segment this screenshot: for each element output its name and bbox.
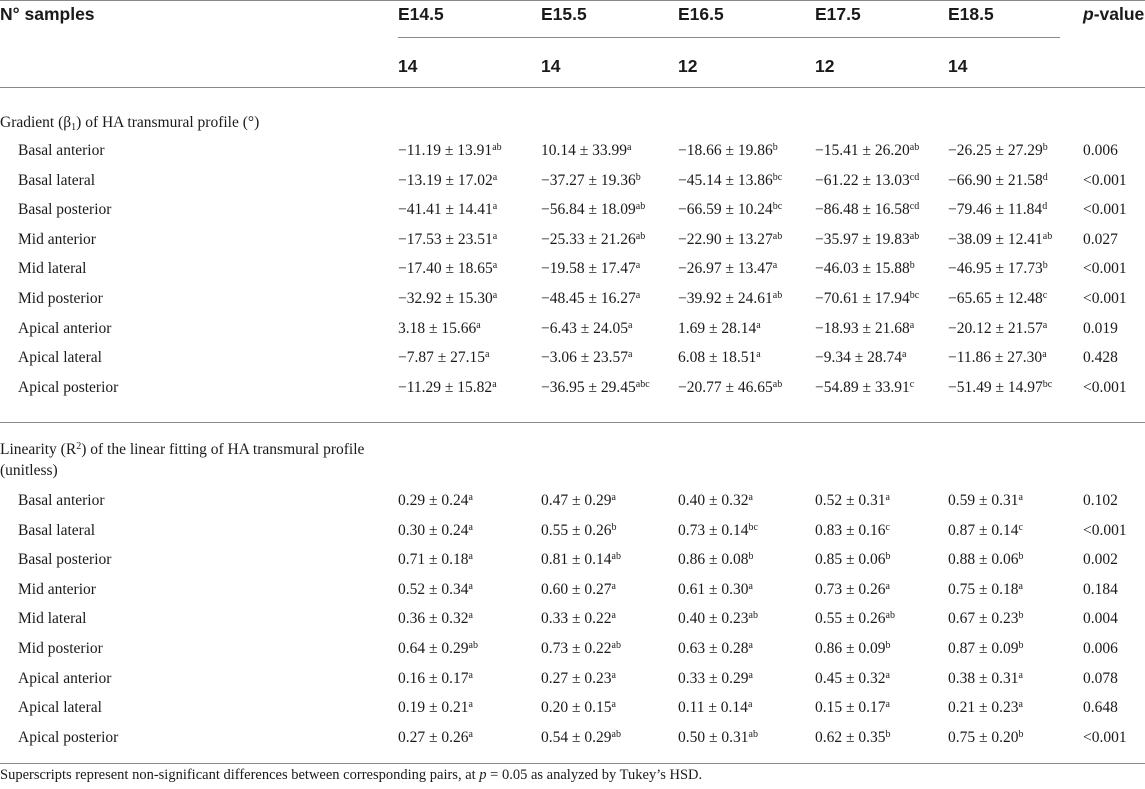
stage-header: E14.5	[398, 4, 444, 24]
value-cell: 0.63 ± 0.28$^a$	[678, 640, 753, 657]
section-title: Linearity $(R^2)$ of the linear fitting of HA transmural profile (unitless)	[0, 441, 365, 479]
value-cell: −41.41 ± 14.41$^a$	[398, 201, 498, 219]
samples-header: N° samples	[0, 4, 95, 24]
value-cell: −65.65 ± 12.48$^c$	[948, 290, 1048, 307]
stage-header: E15.5	[541, 4, 587, 24]
value-cell: 0.71 ± 0.18$^a$	[398, 551, 473, 569]
value-cell: −18.66 ± 19.86$^b$	[678, 142, 778, 159]
value-cell: 0.16 ± 0.17$^a$	[398, 669, 473, 687]
value-cell: −17.53 ± 23.51$^a$	[398, 230, 498, 248]
row-label: Apical lateral	[18, 349, 102, 367]
value-cell: −51.49 ± 14.97$^{bc}$	[948, 378, 1053, 396]
value-cell: 0.30 ± 0.24$^a$	[398, 521, 473, 539]
pvalue-cell: <0.001	[1083, 378, 1127, 396]
stage-header: E18.5	[948, 4, 994, 24]
value-cell: −61.22 ± 13.03$^{cd}$	[815, 171, 920, 189]
pvalue-cell: 0.027	[1083, 230, 1118, 248]
value-cell: −66.90 ± 21.58$^d$	[948, 171, 1048, 189]
value-cell: −13.19 ± 17.02$^a$	[398, 171, 498, 189]
row-label: Apical lateral	[18, 699, 102, 717]
value-cell: 0.60 ± 0.27$^a$	[541, 580, 616, 598]
value-cell: 0.20 ± 0.15$^a$	[541, 699, 616, 717]
value-cell: 0.33 ± 0.29$^a$	[678, 669, 753, 687]
value-cell: 0.11 ± 0.14$^a$	[678, 699, 753, 717]
value-cell: −86.48 ± 16.58$^{cd}$	[815, 201, 920, 219]
footnote: Superscripts represent non-significant differences between corresponding pairs, at p = 0.05 as analyzed by Tukey’s HSD.	[0, 767, 703, 783]
row-label: Apical anterior	[18, 669, 112, 687]
footer-rule	[0, 763, 1145, 764]
value-cell: 0.64 ± 0.29$^{ab}$	[398, 640, 478, 657]
row-label: Mid anterior	[18, 580, 96, 598]
value-cell: 0.40 ± 0.32$^a$	[678, 492, 753, 509]
value-cell: 0.86 ± 0.08$^b$	[678, 551, 754, 569]
pvalue-cell: 0.102	[1083, 492, 1118, 509]
value-cell: −35.97 ± 19.83$^{ab}$	[815, 230, 920, 248]
row-label: Mid anterior	[18, 230, 96, 248]
value-cell: −48.45 ± 16.27$^a$	[541, 290, 641, 307]
row-label: Mid lateral	[18, 260, 87, 278]
value-cell: 0.55 ± 0.26$^b$	[541, 521, 617, 539]
value-cell: 10.14 ± 33.99$^a$	[541, 142, 632, 159]
value-cell: −9.34 ± 28.74$^a$	[815, 349, 907, 367]
value-cell: 0.29 ± 0.24$^a$	[398, 492, 473, 509]
value-cell: 0.87 ± 0.09$^b$	[948, 640, 1024, 657]
value-cell: −66.59 ± 10.24$^{bc}$	[678, 201, 783, 219]
value-cell: −11.29 ± 15.82$^a$	[398, 378, 497, 396]
value-cell: 0.73 ± 0.26$^a$	[815, 580, 890, 598]
row-label: Basal anterior	[18, 492, 105, 509]
value-cell: −37.27 ± 19.36$^b$	[541, 171, 641, 189]
value-cell: −15.41 ± 26.20$^{ab}$	[815, 142, 920, 159]
section-divider-rule	[0, 422, 1145, 423]
pvalue-cell: <0.001	[1083, 728, 1127, 746]
value-cell: 0.54 ± 0.29$^{ab}$	[541, 728, 621, 746]
value-cell: −3.06 ± 23.57$^a$	[541, 349, 633, 367]
value-cell: −26.97 ± 13.47$^a$	[678, 260, 778, 278]
value-cell: 0.21 ± 0.23$^a$	[948, 699, 1023, 717]
row-label: Apical anterior	[18, 319, 112, 337]
value-cell: 0.50 ± 0.31$^{ab}$	[678, 728, 758, 746]
pvalue-cell: 0.006	[1083, 640, 1118, 657]
row-label: Apical posterior	[18, 378, 119, 396]
value-cell: 0.38 ± 0.31$^a$	[948, 669, 1023, 687]
value-cell: 0.27 ± 0.26$^a$	[398, 728, 473, 746]
row-label: Basal posterior	[18, 551, 112, 569]
value-cell: −70.61 ± 17.94$^{bc}$	[815, 290, 920, 307]
value-cell: 0.33 ± 0.22$^a$	[541, 610, 616, 628]
value-cell: 0.75 ± 0.18$^a$	[948, 580, 1023, 598]
pvalue-cell: 0.006	[1083, 142, 1118, 159]
value-cell: 0.61 ± 0.30$^a$	[678, 580, 753, 598]
value-cell: −46.95 ± 17.73$^b$	[948, 260, 1048, 278]
value-cell: −19.58 ± 17.47$^a$	[541, 260, 641, 278]
value-cell: −39.92 ± 24.61$^{ab}$	[678, 290, 783, 307]
pvalue-cell: <0.001	[1083, 260, 1127, 278]
top-rule	[0, 0, 1145, 1]
stage-header: E17.5	[815, 4, 861, 24]
value-cell: 0.81 ± 0.14$^{ab}$	[541, 551, 621, 569]
pvalue-cell: 0.078	[1083, 669, 1118, 687]
value-cell: −17.40 ± 18.65$^a$	[398, 260, 498, 278]
pvalue-cell: <0.001	[1083, 521, 1127, 539]
value-cell: −7.87 ± 27.15$^a$	[398, 349, 490, 367]
value-cell: −79.46 ± 11.84$^d$	[948, 201, 1048, 219]
value-cell: 0.27 ± 0.23$^a$	[541, 669, 616, 687]
value-cell: −11.19 ± 13.91$^{ab}$	[398, 142, 502, 159]
value-cell: −45.14 ± 13.86$^{bc}$	[678, 171, 783, 189]
value-cell: 0.45 ± 0.32$^a$	[815, 669, 890, 687]
row-label: Mid lateral	[18, 610, 87, 628]
pvalue-header: p-value	[1083, 4, 1145, 24]
header-rule	[0, 87, 1145, 88]
row-label: Apical posterior	[18, 728, 119, 746]
value-cell: 0.87 ± 0.14$^c$	[948, 521, 1023, 539]
row-label: Mid posterior	[18, 640, 103, 657]
value-cell: 0.86 ± 0.09$^b$	[815, 640, 891, 657]
stage-sample-count: 14	[948, 56, 968, 76]
value-cell: 0.15 ± 0.17$^a$	[815, 699, 890, 717]
value-cell: 0.19 ± 0.21$^a$	[398, 699, 473, 717]
value-cell: −6.43 ± 24.05$^a$	[541, 319, 633, 337]
stage-sample-count: 14	[398, 56, 418, 76]
value-cell: 0.83 ± 0.16$^c$	[815, 521, 890, 539]
pvalue-cell: 0.184	[1083, 580, 1118, 598]
row-label: Basal anterior	[18, 142, 105, 159]
pvalue-cell: 0.428	[1083, 349, 1118, 367]
pvalue-cell: 0.019	[1083, 319, 1118, 337]
stage-header: E16.5	[678, 4, 724, 24]
pvalue-cell: 0.004	[1083, 610, 1118, 628]
value-cell: −11.86 ± 27.30$^a$	[948, 349, 1047, 367]
value-cell: 0.52 ± 0.31$^a$	[815, 492, 890, 509]
value-cell: −20.77 ± 46.65$^{ab}$	[678, 378, 783, 396]
stage-sample-count: 12	[678, 56, 698, 76]
value-cell: −54.89 ± 33.91$^c$	[815, 378, 915, 396]
value-cell: 0.40 ± 0.23$^{ab}$	[678, 610, 758, 628]
stage-sample-count: 14	[541, 56, 561, 76]
pvalue-cell: <0.001	[1083, 171, 1127, 189]
section-title: Gradient $(\beta_1)$ of HA transmural profile (°)	[0, 114, 260, 133]
pvalue-cell: 0.648	[1083, 699, 1118, 717]
value-cell: 0.59 ± 0.31$^a$	[948, 492, 1023, 509]
value-cell: 0.73 ± 0.22$^{ab}$	[541, 640, 621, 657]
value-cell: −22.90 ± 13.27$^{ab}$	[678, 230, 783, 248]
pvalue-cell: <0.001	[1083, 201, 1127, 219]
value-cell: −20.12 ± 21.57$^a$	[948, 319, 1048, 337]
value-cell: 3.18 ± 15.66$^a$	[398, 319, 481, 337]
value-cell: −38.09 ± 12.41$^{ab}$	[948, 230, 1053, 248]
value-cell: 6.08 ± 18.51$^a$	[678, 349, 761, 367]
value-cell: −36.95 ± 29.45$^{abc}$	[541, 378, 650, 396]
row-label: Basal lateral	[18, 521, 96, 539]
row-label: Basal posterior	[18, 201, 112, 219]
value-cell: −25.33 ± 21.26$^{ab}$	[541, 230, 646, 248]
value-cell: 0.55 ± 0.26$^{ab}$	[815, 610, 895, 628]
value-cell: 0.52 ± 0.34$^a$	[398, 580, 473, 598]
stage-sample-count: 12	[815, 56, 835, 76]
row-label: Basal lateral	[18, 171, 96, 189]
value-cell: 0.62 ± 0.35$^b$	[815, 728, 891, 746]
stage-subheader-rule	[398, 37, 1060, 38]
value-cell: 0.67 ± 0.23$^b$	[948, 610, 1024, 628]
value-cell: 0.85 ± 0.06$^b$	[815, 551, 891, 569]
value-cell: 0.75 ± 0.20$^b$	[948, 728, 1024, 746]
value-cell: −18.93 ± 21.68$^a$	[815, 319, 915, 337]
value-cell: −56.84 ± 18.09$^{ab}$	[541, 201, 646, 219]
pvalue-cell: <0.001	[1083, 290, 1127, 307]
value-cell: 0.36 ± 0.32$^a$	[398, 610, 473, 628]
value-cell: −32.92 ± 15.30$^a$	[398, 290, 498, 307]
value-cell: −26.25 ± 27.29$^b$	[948, 142, 1048, 159]
value-cell: 1.69 ± 28.14$^a$	[678, 319, 761, 337]
value-cell: 0.47 ± 0.29$^a$	[541, 492, 616, 509]
value-cell: 0.73 ± 0.14$^{bc}$	[678, 521, 758, 539]
value-cell: 0.88 ± 0.06$^b$	[948, 551, 1024, 569]
pvalue-cell: 0.002	[1083, 551, 1118, 569]
row-label: Mid posterior	[18, 290, 103, 307]
value-cell: −46.03 ± 15.88$^b$	[815, 260, 915, 278]
